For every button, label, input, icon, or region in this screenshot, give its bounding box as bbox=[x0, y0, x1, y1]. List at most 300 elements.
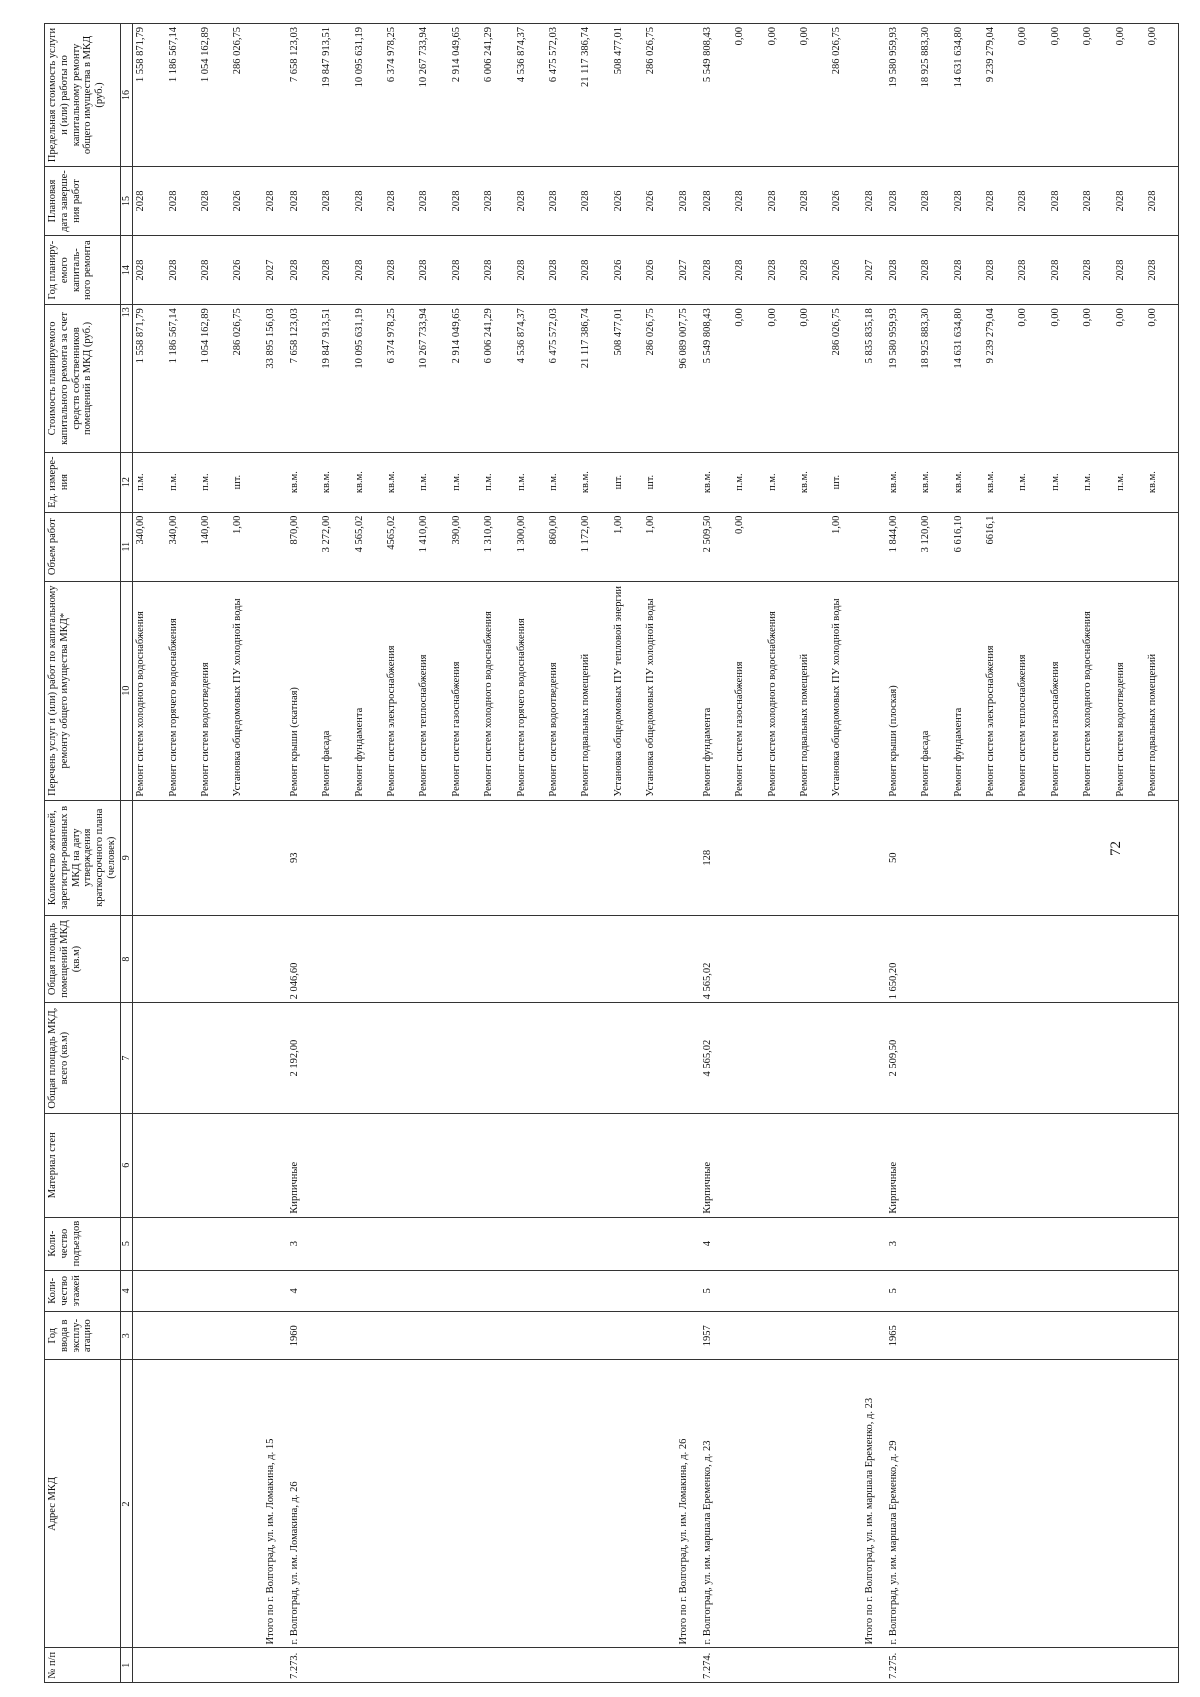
cell-c1 bbox=[765, 1648, 797, 1683]
cell-c2 bbox=[1080, 1360, 1112, 1648]
cell-c10: Ремонт подвальных помещений bbox=[797, 581, 829, 800]
header-cell: Коли-чество подъездов bbox=[45, 1217, 121, 1270]
cell-c12: п.м. bbox=[1113, 452, 1145, 512]
cell-c6 bbox=[132, 1113, 165, 1217]
cell-c5 bbox=[352, 1217, 384, 1270]
cell-c7 bbox=[132, 1003, 165, 1114]
cell-c6 bbox=[1048, 1113, 1080, 1217]
cell-c11 bbox=[263, 512, 287, 581]
cell-c8 bbox=[643, 915, 675, 1003]
cell-c8 bbox=[1113, 915, 1145, 1003]
table-row bbox=[132, 24, 165, 1683]
cell-c16: 6 475 572,03 bbox=[546, 24, 578, 167]
cell-c6: Кирпичные bbox=[287, 1113, 319, 1217]
cell-c7 bbox=[352, 1003, 384, 1114]
total-row bbox=[676, 24, 700, 1683]
cell-c7 bbox=[481, 1003, 513, 1114]
cell-c8: 1 650,20 bbox=[886, 915, 918, 1003]
cell-c16: 4 536 874,37 bbox=[514, 24, 546, 167]
cell-c4 bbox=[611, 1270, 643, 1311]
cell-c16: 0,00 bbox=[732, 24, 764, 167]
table-body bbox=[132, 24, 1178, 1683]
table-row bbox=[983, 24, 1015, 1683]
cell-c8 bbox=[1048, 915, 1080, 1003]
cell-c8 bbox=[132, 915, 165, 1003]
column-number: 5 bbox=[120, 1217, 132, 1270]
cell-c5 bbox=[765, 1217, 797, 1270]
cell-c10: Ремонт систем теплоснабжения bbox=[416, 581, 448, 800]
cell-c5: 3 bbox=[287, 1217, 319, 1270]
cell-c3 bbox=[676, 1312, 700, 1360]
cell-c14: 2026 bbox=[643, 236, 675, 305]
cell-c13: 1 558 871,79 bbox=[132, 305, 165, 452]
cell-c1 bbox=[1015, 1648, 1047, 1683]
cell-c7 bbox=[732, 1003, 764, 1114]
cell-c5 bbox=[416, 1217, 448, 1270]
cell-c4 bbox=[132, 1270, 165, 1311]
cell-c2 bbox=[765, 1360, 797, 1648]
cell-c1: 7.273. bbox=[287, 1648, 319, 1683]
cell-c1 bbox=[132, 1648, 165, 1683]
header-cell: Год планиру-емого капиталь-ного ремонта bbox=[45, 236, 121, 305]
table-row bbox=[287, 24, 319, 1683]
cell-c13: 6 374 978,25 bbox=[384, 305, 416, 452]
cell-c9 bbox=[918, 800, 950, 915]
table-row bbox=[1080, 24, 1112, 1683]
cell-c14: 2028 bbox=[918, 236, 950, 305]
cell-c11: 1 300,00 bbox=[514, 512, 546, 581]
cell-c4 bbox=[1113, 1270, 1145, 1311]
cell-c16: 6 374 978,25 bbox=[384, 24, 416, 167]
cell-c6 bbox=[611, 1113, 643, 1217]
cell-c8 bbox=[263, 915, 287, 1003]
table-row bbox=[700, 24, 732, 1683]
cell-c14: 2028 bbox=[1113, 236, 1145, 305]
cell-c6 bbox=[918, 1113, 950, 1217]
table-row bbox=[918, 24, 950, 1683]
cell-c16: 19 847 913,51 bbox=[319, 24, 351, 167]
cell-c10: Ремонт крыши (скатная) bbox=[287, 581, 319, 800]
column-number: 9 bbox=[120, 800, 132, 915]
cell-c5 bbox=[1048, 1217, 1080, 1270]
cell-c3 bbox=[546, 1312, 578, 1360]
cell-c13: 0,00 bbox=[1113, 305, 1145, 452]
cell-c9 bbox=[951, 800, 983, 915]
cell-c1 bbox=[797, 1648, 829, 1683]
header-cell: Плановая дата заверше-ния работ bbox=[45, 166, 121, 235]
cell-c14: 2028 bbox=[481, 236, 513, 305]
cell-c6 bbox=[514, 1113, 546, 1217]
cell-c6: Кирпичные bbox=[700, 1113, 732, 1217]
cell-c8 bbox=[983, 915, 1015, 1003]
cell-c16: 286 026,75 bbox=[643, 24, 675, 167]
cell-c9 bbox=[676, 800, 700, 915]
cell-c10: Ремонт систем водоотведения bbox=[546, 581, 578, 800]
cell-c11: 1 310,00 bbox=[481, 512, 513, 581]
cell-c1 bbox=[546, 1648, 578, 1683]
cell-c14: 2028 bbox=[449, 236, 481, 305]
cell-c13: 6 475 572,03 bbox=[546, 305, 578, 452]
cell-c7 bbox=[1113, 1003, 1145, 1114]
cell-c6 bbox=[384, 1113, 416, 1217]
cell-c7 bbox=[198, 1003, 230, 1114]
cell-c16: 0,00 bbox=[797, 24, 829, 167]
cell-c10: Ремонт систем водоотведения bbox=[198, 581, 230, 800]
cell-c1 bbox=[676, 1648, 700, 1683]
cell-c13: 0,00 bbox=[1145, 305, 1179, 452]
cell-c13: 0,00 bbox=[1080, 305, 1112, 452]
cell-c8 bbox=[546, 915, 578, 1003]
cell-c10: Ремонт подвальных помещений bbox=[578, 581, 610, 800]
cell-c10: Ремонт подвальных помещений bbox=[1145, 581, 1179, 800]
cell-c12: кв.м. bbox=[1145, 452, 1179, 512]
cell-c2: Итого по г. Волгоград, ул. им. маршала Еременко, д. 23 bbox=[862, 1360, 886, 1648]
cell-c14: 2028 bbox=[951, 236, 983, 305]
cell-c9 bbox=[829, 800, 861, 915]
cell-c10: Ремонт систем горячего водоснабжения bbox=[166, 581, 198, 800]
cell-c1 bbox=[578, 1648, 610, 1683]
cell-c13: 18 925 883,30 bbox=[918, 305, 950, 452]
cell-c3 bbox=[416, 1312, 448, 1360]
cell-c13: 0,00 bbox=[1048, 305, 1080, 452]
cell-c13: 0,00 bbox=[732, 305, 764, 452]
cell-c16 bbox=[676, 24, 700, 167]
cell-c11: 6 616,10 bbox=[951, 512, 983, 581]
cell-c5 bbox=[1145, 1217, 1179, 1270]
cell-c2 bbox=[918, 1360, 950, 1648]
cell-c9 bbox=[732, 800, 764, 915]
cell-c5 bbox=[862, 1217, 886, 1270]
cell-c7: 4 565,02 bbox=[700, 1003, 732, 1114]
cell-c14: 2028 bbox=[1145, 236, 1179, 305]
cell-c8 bbox=[230, 915, 262, 1003]
cell-c8 bbox=[166, 915, 198, 1003]
cell-c9 bbox=[1113, 800, 1145, 915]
cell-c9 bbox=[578, 800, 610, 915]
cell-c2 bbox=[319, 1360, 351, 1648]
cell-c6 bbox=[416, 1113, 448, 1217]
cell-c8 bbox=[319, 915, 351, 1003]
cell-c3 bbox=[983, 1312, 1015, 1360]
cell-c12: п.м. bbox=[1080, 452, 1112, 512]
cell-c5 bbox=[319, 1217, 351, 1270]
table-row bbox=[352, 24, 384, 1683]
cell-c6 bbox=[862, 1113, 886, 1217]
cell-c2: Итого по г. Волгоград, ул. им. Ломакина, д. 15 bbox=[263, 1360, 287, 1648]
cell-c7 bbox=[449, 1003, 481, 1114]
cell-c6 bbox=[765, 1113, 797, 1217]
cell-c6 bbox=[546, 1113, 578, 1217]
cell-c9 bbox=[319, 800, 351, 915]
cell-c8 bbox=[578, 915, 610, 1003]
cell-c4 bbox=[166, 1270, 198, 1311]
table-row bbox=[829, 24, 861, 1683]
table-row bbox=[1048, 24, 1080, 1683]
table-row bbox=[198, 24, 230, 1683]
cell-c11 bbox=[676, 512, 700, 581]
cell-c13: 0,00 bbox=[765, 305, 797, 452]
cell-c12: кв.м. bbox=[384, 452, 416, 512]
cell-c7 bbox=[797, 1003, 829, 1114]
cell-c13: 6 006 241,29 bbox=[481, 305, 513, 452]
table-row bbox=[765, 24, 797, 1683]
cell-c12: шт. bbox=[230, 452, 262, 512]
cell-c11: 6616,1 bbox=[983, 512, 1015, 581]
page-number: 72 bbox=[1108, 841, 1124, 856]
cell-c12 bbox=[263, 452, 287, 512]
cell-c13: 19 580 959,93 bbox=[886, 305, 918, 452]
cell-c10: Ремонт систем холодного водоснабжения bbox=[765, 581, 797, 800]
cell-c2 bbox=[449, 1360, 481, 1648]
cell-c15: 2026 bbox=[643, 166, 675, 235]
cell-c6 bbox=[732, 1113, 764, 1217]
cell-c2 bbox=[1048, 1360, 1080, 1648]
cell-c6 bbox=[166, 1113, 198, 1217]
column-number: 7 bbox=[120, 1003, 132, 1114]
cell-c3 bbox=[765, 1312, 797, 1360]
cell-c16: 508 477,01 bbox=[611, 24, 643, 167]
cell-c9 bbox=[1145, 800, 1179, 915]
cell-c13: 33 895 156,03 bbox=[263, 305, 287, 452]
cell-c9 bbox=[1048, 800, 1080, 915]
cell-c13: 9 239 279,04 bbox=[983, 305, 1015, 452]
table-row bbox=[230, 24, 262, 1683]
cell-c13: 7 658 123,03 bbox=[287, 305, 319, 452]
cell-c11: 1,00 bbox=[829, 512, 861, 581]
cell-c13: 19 847 913,51 bbox=[319, 305, 351, 452]
cell-c13: 5 835 835,18 bbox=[862, 305, 886, 452]
cell-c16: 0,00 bbox=[1048, 24, 1080, 167]
cell-c11: 3 120,00 bbox=[918, 512, 950, 581]
cell-c8 bbox=[449, 915, 481, 1003]
cell-c4 bbox=[1048, 1270, 1080, 1311]
cell-c7: 2 509,50 bbox=[886, 1003, 918, 1114]
cell-c15: 2028 bbox=[287, 166, 319, 235]
cell-c1 bbox=[1113, 1648, 1145, 1683]
column-number: 16 bbox=[120, 24, 132, 167]
column-number: 12 bbox=[120, 452, 132, 512]
cell-c8 bbox=[1145, 915, 1179, 1003]
cell-c8 bbox=[951, 915, 983, 1003]
cell-c4 bbox=[319, 1270, 351, 1311]
cell-c1 bbox=[1145, 1648, 1179, 1683]
cell-c1 bbox=[1080, 1648, 1112, 1683]
cell-c10: Ремонт систем газоснабжения bbox=[449, 581, 481, 800]
cell-c2 bbox=[514, 1360, 546, 1648]
cell-c12: п.м. bbox=[132, 452, 165, 512]
cell-c3 bbox=[352, 1312, 384, 1360]
cell-c4 bbox=[546, 1270, 578, 1311]
cell-c3 bbox=[862, 1312, 886, 1360]
cell-c14: 2027 bbox=[862, 236, 886, 305]
cell-c15: 2028 bbox=[514, 166, 546, 235]
cell-c12: шт. bbox=[611, 452, 643, 512]
cell-c10: Ремонт систем холодного водоснабжения bbox=[132, 581, 165, 800]
cell-c13: 286 026,75 bbox=[829, 305, 861, 452]
cell-c11: 1 172,00 bbox=[578, 512, 610, 581]
cell-c16: 10 267 733,94 bbox=[416, 24, 448, 167]
cell-c5 bbox=[611, 1217, 643, 1270]
cell-c3 bbox=[1145, 1312, 1179, 1360]
cell-c8 bbox=[611, 915, 643, 1003]
cell-c11: 2 509,50 bbox=[700, 512, 732, 581]
cell-c1 bbox=[1048, 1648, 1080, 1683]
cell-c8 bbox=[1015, 915, 1047, 1003]
cell-c16: 286 026,75 bbox=[230, 24, 262, 167]
cell-c14: 2028 bbox=[384, 236, 416, 305]
column-number: 14 bbox=[120, 236, 132, 305]
cell-c4 bbox=[1080, 1270, 1112, 1311]
cell-c3 bbox=[319, 1312, 351, 1360]
cell-c7 bbox=[765, 1003, 797, 1114]
cell-c4: 4 bbox=[287, 1270, 319, 1311]
cell-c6: Кирпичные bbox=[886, 1113, 918, 1217]
total-row bbox=[263, 24, 287, 1683]
cell-c10: Ремонт систем электроснабжения bbox=[384, 581, 416, 800]
cell-c15: 2028 bbox=[481, 166, 513, 235]
cell-c9 bbox=[352, 800, 384, 915]
cell-c8: 2 046,60 bbox=[287, 915, 319, 1003]
cell-c10: Ремонт фундамента bbox=[951, 581, 983, 800]
cell-c10: Установка общедомовых ПУ холодной воды bbox=[829, 581, 861, 800]
cell-c14: 2028 bbox=[166, 236, 198, 305]
cell-c7 bbox=[1080, 1003, 1112, 1114]
cell-c4 bbox=[263, 1270, 287, 1311]
header-cell: Перечень услуг и (или) работ по капитальному ремонту общего имущества МКД* bbox=[45, 581, 121, 800]
cell-c4 bbox=[797, 1270, 829, 1311]
cell-c9 bbox=[514, 800, 546, 915]
cell-c2 bbox=[951, 1360, 983, 1648]
cell-c16 bbox=[263, 24, 287, 167]
cell-c14: 2028 bbox=[578, 236, 610, 305]
cell-c6 bbox=[1145, 1113, 1179, 1217]
cell-c3 bbox=[1113, 1312, 1145, 1360]
cell-c5 bbox=[230, 1217, 262, 1270]
cell-c13: 96 089 007,75 bbox=[676, 305, 700, 452]
cell-c16: 21 117 386,74 bbox=[578, 24, 610, 167]
cell-c9 bbox=[132, 800, 165, 915]
cell-c8 bbox=[1080, 915, 1112, 1003]
cell-c12: кв.м. bbox=[983, 452, 1015, 512]
header-cell: Объем работ bbox=[45, 512, 121, 581]
cell-c10 bbox=[862, 581, 886, 800]
cell-c4 bbox=[732, 1270, 764, 1311]
header-cell: Адрес МКД bbox=[45, 1360, 121, 1648]
cell-c9: 50 bbox=[886, 800, 918, 915]
cell-c3 bbox=[829, 1312, 861, 1360]
cell-c1: 7.275. bbox=[886, 1648, 918, 1683]
cell-c7 bbox=[643, 1003, 675, 1114]
table-row bbox=[384, 24, 416, 1683]
cell-c5: 4 bbox=[700, 1217, 732, 1270]
cell-c11: 140,00 bbox=[198, 512, 230, 581]
cell-c9 bbox=[384, 800, 416, 915]
cell-c4 bbox=[643, 1270, 675, 1311]
cell-c3 bbox=[481, 1312, 513, 1360]
cell-c8 bbox=[514, 915, 546, 1003]
cell-c14: 2028 bbox=[352, 236, 384, 305]
cell-c2 bbox=[352, 1360, 384, 1648]
cell-c5 bbox=[1080, 1217, 1112, 1270]
cell-c15: 2028 bbox=[797, 166, 829, 235]
cell-c16: 1 558 871,79 bbox=[132, 24, 165, 167]
cell-c7 bbox=[1145, 1003, 1179, 1114]
cell-c4 bbox=[862, 1270, 886, 1311]
cell-c14: 2027 bbox=[263, 236, 287, 305]
cell-c15: 2028 bbox=[918, 166, 950, 235]
cell-c12: п.м. bbox=[416, 452, 448, 512]
cell-c10: Ремонт систем холодного водоснабжения bbox=[481, 581, 513, 800]
cell-c11: 1,00 bbox=[643, 512, 675, 581]
cell-c13: 508 477,01 bbox=[611, 305, 643, 452]
cell-c16: 5 549 808,43 bbox=[700, 24, 732, 167]
cell-c16: 0,00 bbox=[765, 24, 797, 167]
cell-c10: Установка общедомовых ПУ холодной воды bbox=[643, 581, 675, 800]
cell-c1 bbox=[352, 1648, 384, 1683]
cell-c11 bbox=[1048, 512, 1080, 581]
cell-c4 bbox=[514, 1270, 546, 1311]
cell-c10: Ремонт фундамента bbox=[700, 581, 732, 800]
cell-c4 bbox=[983, 1270, 1015, 1311]
cell-c11: 1 844,00 bbox=[886, 512, 918, 581]
cell-c12 bbox=[862, 452, 886, 512]
cell-c8 bbox=[416, 915, 448, 1003]
cell-c1 bbox=[384, 1648, 416, 1683]
cell-c14: 2028 bbox=[886, 236, 918, 305]
cell-c2 bbox=[384, 1360, 416, 1648]
cell-c4 bbox=[449, 1270, 481, 1311]
cell-c7 bbox=[676, 1003, 700, 1114]
cell-c3 bbox=[951, 1312, 983, 1360]
column-number: 4 bbox=[120, 1270, 132, 1311]
cell-c4 bbox=[676, 1270, 700, 1311]
cell-c6 bbox=[352, 1113, 384, 1217]
cell-c3: 1957 bbox=[700, 1312, 732, 1360]
cell-c12: кв.м. bbox=[700, 452, 732, 512]
cell-c13: 4 536 874,37 bbox=[514, 305, 546, 452]
cell-c13: 10 095 631,19 bbox=[352, 305, 384, 452]
cell-c9 bbox=[765, 800, 797, 915]
cell-c16: 9 239 279,04 bbox=[983, 24, 1015, 167]
cell-c15: 2028 bbox=[676, 166, 700, 235]
cell-c15: 2028 bbox=[416, 166, 448, 235]
cell-c14: 2028 bbox=[797, 236, 829, 305]
table-row bbox=[546, 24, 578, 1683]
cell-c7 bbox=[1015, 1003, 1047, 1114]
cell-c2: г. Волгоград, ул. им. маршала Еременко, д. 23 bbox=[700, 1360, 732, 1648]
cell-c11: 340,00 bbox=[132, 512, 165, 581]
cell-c9 bbox=[1080, 800, 1112, 915]
cell-c14: 2028 bbox=[765, 236, 797, 305]
header-cell: Ед. измере-ния bbox=[45, 452, 121, 512]
cell-c10 bbox=[676, 581, 700, 800]
cell-c10: Ремонт систем теплоснабжения bbox=[1015, 581, 1047, 800]
cell-c1 bbox=[643, 1648, 675, 1683]
cell-c9 bbox=[862, 800, 886, 915]
cell-c6 bbox=[198, 1113, 230, 1217]
cell-c12: п.м. bbox=[166, 452, 198, 512]
cell-c12: кв.м. bbox=[352, 452, 384, 512]
cell-c7 bbox=[1048, 1003, 1080, 1114]
cell-c10: Установка общедомовых ПУ тепловой энергии bbox=[611, 581, 643, 800]
cell-c3 bbox=[1048, 1312, 1080, 1360]
cell-c1 bbox=[198, 1648, 230, 1683]
cell-c14: 2028 bbox=[416, 236, 448, 305]
cell-c5 bbox=[676, 1217, 700, 1270]
cell-c14: 2028 bbox=[700, 236, 732, 305]
cell-c14: 2028 bbox=[546, 236, 578, 305]
cell-c9 bbox=[166, 800, 198, 915]
